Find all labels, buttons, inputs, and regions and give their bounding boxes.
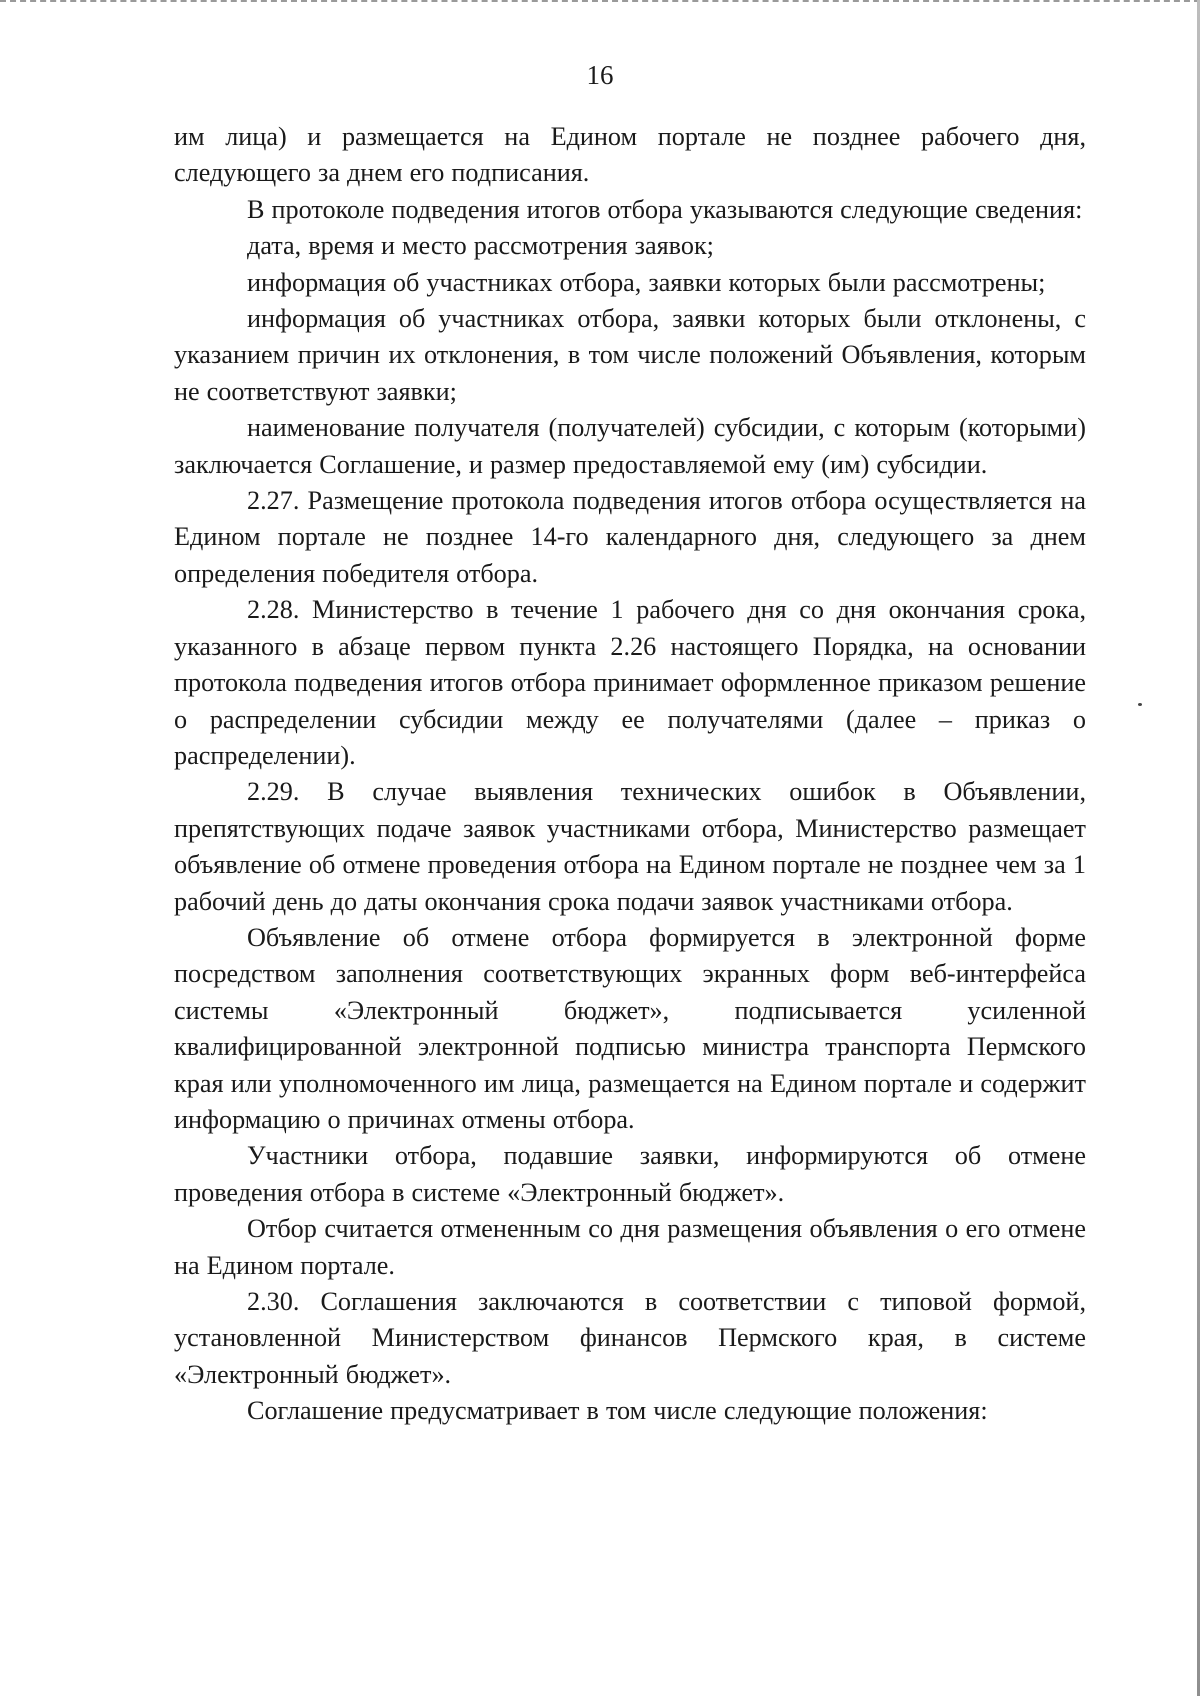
clause-2-30: 2.30. Соглашения заключаются в соответствии с типовой формой, установленной Министерством финансов Пермского края, в системе «Электронный бюджет». (174, 1287, 1086, 1389)
list-item-date: дата, время и место рассмотрения заявок; (247, 231, 714, 261)
list-item-recipient: наименование получателя (получателей) субсидии, с которым (которыми) заключается Соглашение, и размер предоставляемой ему (им) субсидии. (174, 413, 1086, 479)
clause-2-29: 2.29. В случае выявления технических ошибок в Объявлении, препятствующих подаче заявок участниками отбора, Министерство размещает объявление об отмене проведения отбора на Едином портале не позднее чем за 1 рабочий день до даты окончания срока подачи заявок участниками отбора. (174, 777, 1086, 916)
scan-edge-top (0, 0, 1200, 4)
list-item-participants-reviewed: информация об участниках отбора, заявки которых были рассмотрены; (247, 267, 1046, 297)
page-number: 16 (586, 60, 614, 90)
scan-speck (1138, 703, 1142, 706)
paragraph-continuation: им лица) и размещается на Едином портале не позднее рабочего дня, следующего за днем его подписания. (174, 122, 1086, 188)
paragraph-selection-cancelled: Отбор считается отмененным со дня размещения объявления о его отмене на Едином портале. (174, 1214, 1086, 1280)
paragraph-participants-informed: Участники отбора, подавшие заявки, информируются об отмене проведения отбора в системе «Электронный бюджет». (174, 1141, 1086, 1207)
clause-2-28: 2.28. Министерство в течение 1 рабочего дня со дня окончания срока, указанного в абзаце первом пункта 2.26 настоящего Порядка, на основании протокола подведения итогов отбора принимает оформленное приказом решение о распределении субсидии между ее получателями (далее – приказ о распределении). (174, 595, 1086, 770)
document-body (174, 119, 1086, 1430)
clause-2-27: 2.27. Размещение протокола подведения итогов отбора осуществляется на Едином портале не позднее 14-го календарного дня, следующего за днем определения победителя отбора. (174, 486, 1086, 588)
paragraph-cancel-announcement: Объявление об отмене отбора формируется в электронной форме посредством заполнения соответствующих экранных форм веб-интерфейса системы «Электронный бюджет», подписывается усиленной квалифицированной электронной подписью министра транспорта Пермского края или уполномоченного им лица, размещается на Едином портале и содержит информацию о причинах отмены отбора. (174, 922, 1086, 1134)
paragraph-agreement-provisions: Соглашение предусматривает в том числе следующие положения: (247, 1396, 988, 1426)
paragraph-protocol-intro: В протоколе подведения итогов отбора указываются следующие сведения: (247, 194, 1083, 224)
list-item-participants-rejected: информация об участниках отбора, заявки которых были отклонены, с указанием причин их отклонения, в том числе положений Объявления, которым не соответствуют заявки; (174, 304, 1086, 406)
